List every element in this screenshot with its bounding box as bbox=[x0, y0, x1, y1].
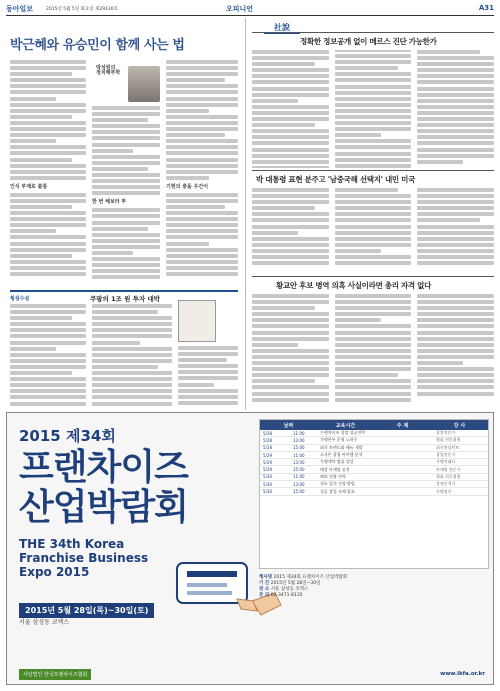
schedule-cell: 5/29 bbox=[263, 467, 272, 473]
schedule-cell: 창업전문가 bbox=[436, 452, 456, 458]
ad-english-title bbox=[19, 537, 148, 579]
section-title: 오피니언 bbox=[226, 5, 254, 13]
info-value: 2015 제34회 프랜차이즈 산업박람회 bbox=[273, 575, 348, 580]
info-label: 기 간 bbox=[259, 581, 270, 586]
schedule-cell: 성공 창업 사례 발표 bbox=[320, 488, 355, 494]
column-body-3 bbox=[166, 60, 238, 288]
schedule-cell: 5/28 bbox=[263, 430, 272, 436]
schedule-cell: 11:00 bbox=[293, 452, 305, 458]
column-section-title: 쿠팡의 1조 원 투자 대박 bbox=[90, 295, 161, 303]
author-caption bbox=[96, 66, 128, 76]
schedule-row bbox=[260, 466, 488, 473]
schedule-cell: 5/30 bbox=[263, 489, 272, 495]
column-body-2 bbox=[92, 106, 160, 288]
column-subhead: 인식 부재로 불통 bbox=[10, 183, 48, 190]
schedule-cell: 11:00 bbox=[293, 474, 305, 480]
schedule-cell: 15:00 bbox=[293, 467, 305, 473]
schedule-cell: 해외 진출 전략 bbox=[320, 473, 346, 479]
schedule-cell: 5/30 bbox=[263, 474, 272, 480]
editorial-title-3: 황교안 후보 병역 의혹 사실이라면 총리 자격 없다 bbox=[276, 281, 432, 290]
schedule-header bbox=[260, 420, 488, 430]
page-number: A31 bbox=[478, 4, 494, 12]
schedule-cell: 매장 마케팅 실전 bbox=[320, 466, 350, 472]
author-role: 박성원의 bbox=[96, 65, 116, 71]
issue-date: 2015년 5월 5일 화요일 제29130호 bbox=[46, 7, 118, 12]
short-column-body-3 bbox=[178, 346, 238, 408]
schedule-cell: 5/28 bbox=[263, 445, 272, 451]
column-body-1 bbox=[10, 60, 86, 288]
schedule-row bbox=[260, 488, 488, 495]
schedule-cell: 마케팅 전문가 bbox=[436, 466, 461, 472]
schedule-row bbox=[260, 430, 488, 437]
column-subhead: 기현의 충돌 우간이 bbox=[166, 183, 209, 190]
schedule-col-speaker: 강 사 bbox=[453, 422, 466, 429]
ad-venue: 서울 삼성동 코엑스 bbox=[19, 619, 70, 626]
schedule-row bbox=[260, 437, 488, 444]
author-name: 정치해부학 bbox=[96, 70, 121, 76]
schedule-cell: 5/29 bbox=[263, 459, 272, 465]
short-column-body-2 bbox=[92, 304, 172, 408]
schedule-cell: 가맹거래사 bbox=[436, 459, 456, 465]
event-info bbox=[259, 575, 489, 635]
ad-edition: 2015 제34회 bbox=[19, 427, 116, 445]
editorial-1-body bbox=[252, 50, 494, 168]
expo-advertisement[interactable] bbox=[6, 412, 494, 685]
ad-headline-line-1: 프랜차이즈 bbox=[19, 447, 188, 488]
ad-website-link[interactable]: www.ikfa.or.kr bbox=[440, 671, 485, 677]
editorial-rule bbox=[252, 170, 494, 171]
newspaper-masthead: 동아일보 bbox=[6, 5, 34, 13]
author-photo bbox=[128, 66, 160, 102]
schedule-cell: 5/29 bbox=[263, 452, 272, 458]
schedule-cell: 13:00 bbox=[293, 437, 305, 443]
schedule-cell: 5/28 bbox=[263, 437, 272, 443]
info-value: 02-3471-8135 bbox=[270, 593, 303, 598]
ad-headline bbox=[19, 448, 188, 528]
schedule-col-date: 날짜 bbox=[283, 422, 294, 429]
info-label: 행사명 bbox=[259, 575, 273, 580]
schedule-row bbox=[260, 452, 488, 459]
schedule-row bbox=[260, 459, 488, 466]
schedule-col-topic: 주 제 bbox=[396, 422, 409, 429]
schedule-cell: 13:00 bbox=[293, 481, 305, 487]
schedule-cell: 15:00 bbox=[293, 489, 305, 495]
page-header bbox=[6, 4, 494, 16]
column-divider bbox=[245, 18, 246, 410]
editorial-rule bbox=[252, 276, 494, 277]
schedule-row bbox=[260, 481, 488, 488]
schedule-cell: 11:00 bbox=[293, 430, 305, 436]
editorial-title-2: 박 대통령 표현 분주고 '남중국해 선택지' 내민 미국 bbox=[256, 175, 416, 184]
schedule-cell: 13:00 bbox=[293, 459, 305, 465]
editorial-label: 社說 bbox=[264, 22, 300, 34]
writer-caricature bbox=[178, 300, 216, 342]
schedule-cell: 협회 전문위원 bbox=[436, 473, 461, 479]
ad-english-line-1: THE 34th Korea bbox=[19, 537, 125, 551]
schedule-row bbox=[260, 445, 488, 452]
editorial-3-body bbox=[252, 294, 494, 408]
short-column-body-1 bbox=[10, 304, 86, 408]
schedule-cell: 점포 입지 선정 방법 bbox=[320, 481, 355, 487]
editorial-rule bbox=[252, 32, 494, 33]
schedule-cell: 가맹본부 운영 노하우 bbox=[320, 437, 358, 443]
editorial-2-body bbox=[252, 188, 494, 274]
schedule-cell: 5/30 bbox=[263, 481, 272, 487]
ad-headline-line-2: 산업박람회 bbox=[19, 487, 188, 528]
schedule-cell: 외식 트렌드와 메뉴 개발 bbox=[320, 444, 363, 450]
ad-english-line-2: Franchise Business bbox=[19, 551, 149, 565]
ad-sponsor: 사단법인 한국프랜차이즈협회 bbox=[19, 669, 91, 680]
column-headline: 박근혜와 유승민이 함께 사는 법 bbox=[10, 38, 185, 53]
editorial-title-1: 정확한 정보공개 없이 메르스 진단 가능한가 bbox=[300, 37, 437, 46]
column-tag: 횡설수설 bbox=[10, 296, 30, 302]
education-schedule-table bbox=[259, 419, 489, 569]
info-value: 2015년 5월 28일~30일 bbox=[270, 581, 321, 586]
schedule-cell: 창업전문가 bbox=[436, 430, 456, 436]
info-label: 문 의 bbox=[259, 593, 270, 598]
schedule-cell: 가맹점주 bbox=[436, 488, 452, 494]
schedule-cell: 가맹계약 법률 상담 bbox=[320, 459, 354, 465]
column-section-bar bbox=[10, 290, 238, 303]
schedule-cell: 외식컨설턴트 bbox=[436, 444, 460, 450]
schedule-cell: 협회 전문위원 bbox=[436, 437, 461, 443]
column-subhead: 한 번 해보라 투 bbox=[92, 199, 127, 206]
ad-dates: 2015년 5월 28일(목)~30일(토) bbox=[19, 603, 154, 618]
info-value: 서울 삼성동 코엑스 bbox=[270, 587, 309, 592]
schedule-cell: 프랜차이즈 창업 성공전략 bbox=[320, 430, 366, 436]
schedule-cell: 소자본 창업 아이템 분석 bbox=[320, 452, 363, 458]
schedule-row bbox=[260, 474, 488, 481]
schedule-cell: 15:00 bbox=[293, 445, 305, 451]
ad-english-line-3: Expo 2015 bbox=[19, 565, 90, 579]
info-label: 장 소 bbox=[259, 587, 270, 592]
schedule-col-time: 교육시간 bbox=[335, 422, 356, 429]
schedule-cell: 상권분석가 bbox=[436, 481, 456, 487]
